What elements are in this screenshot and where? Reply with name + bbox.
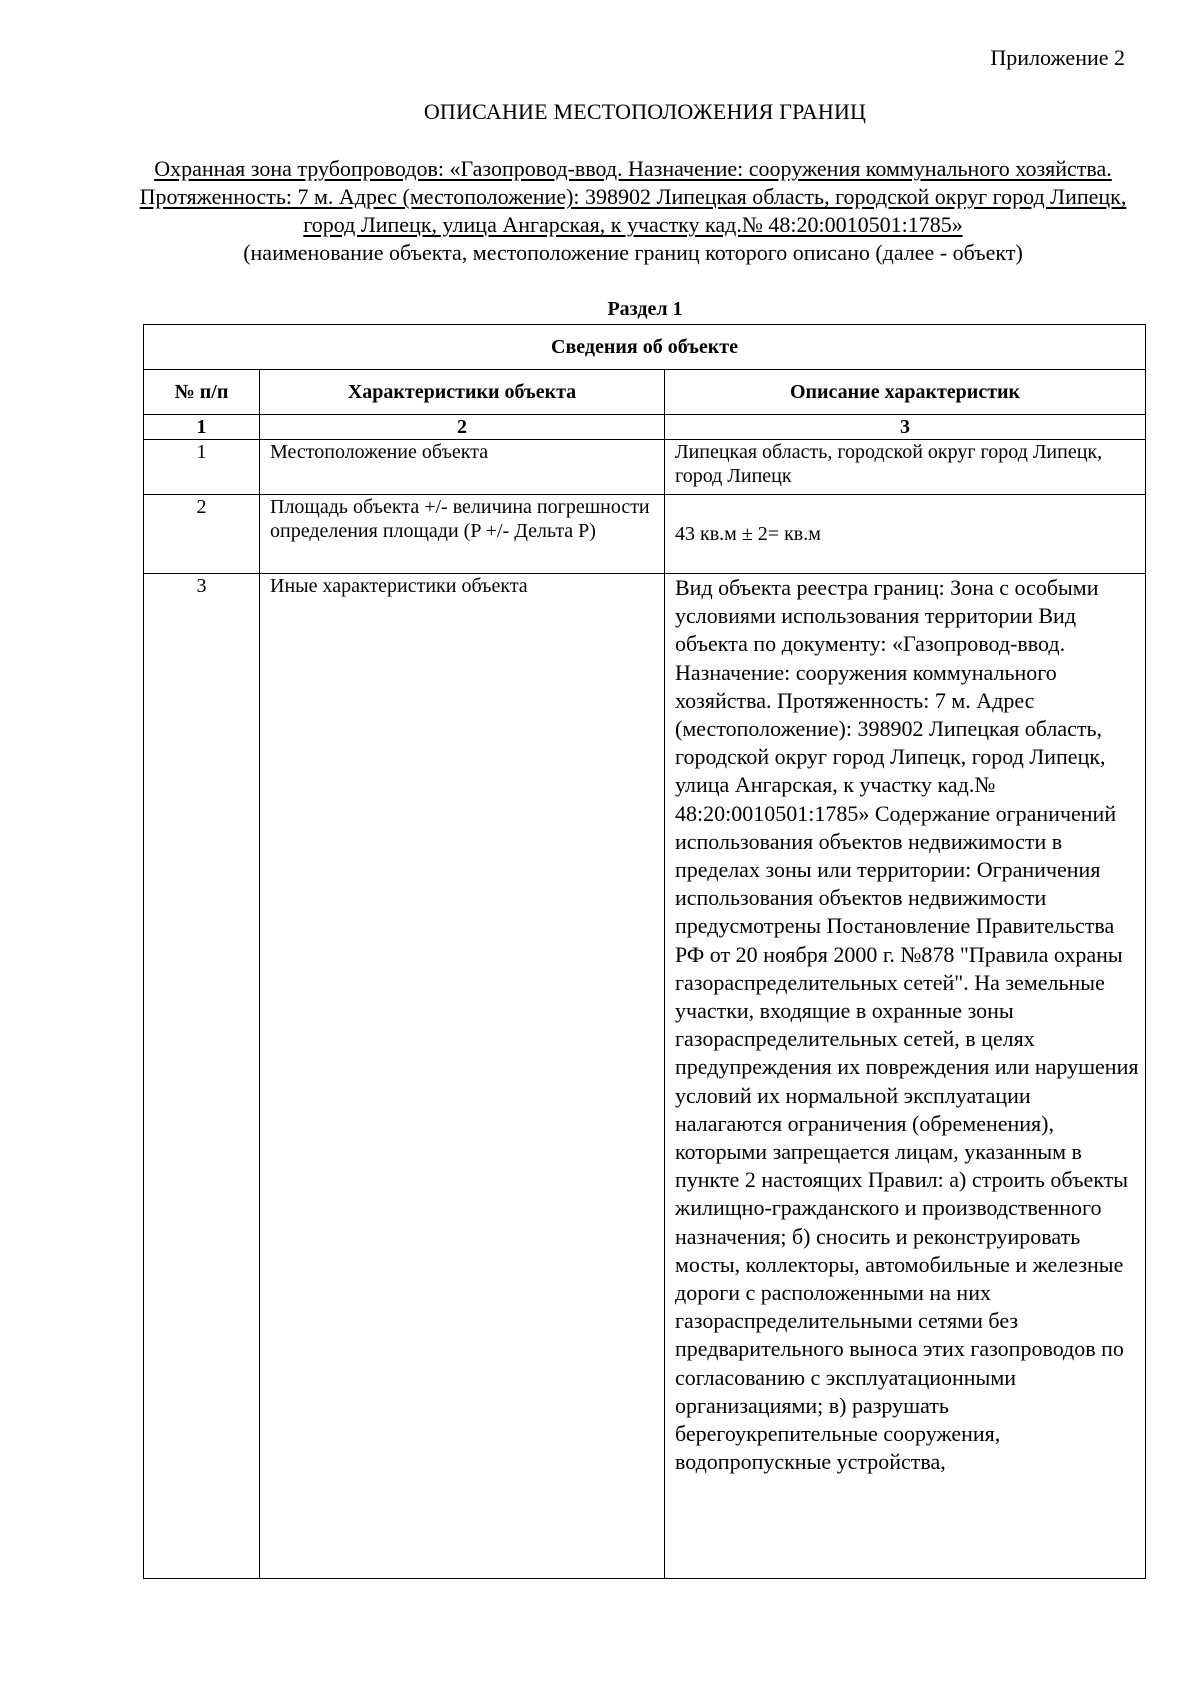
- column-number: 2: [260, 415, 665, 440]
- column-number: 1: [144, 415, 260, 440]
- table-caption-row: [144, 325, 1146, 370]
- row-characteristic: Иные характеристики объекта: [260, 574, 665, 1579]
- object-name: Охранная зона трубопроводов: «Газопровод-ввод. Назначение: сооружения коммунального хозяйства. Протяженность: 7 м. Адрес (местоположение): 398902 Липецкая область, городской округ город Липецк, город Липецк, улица Ангарская, к участку кад.№ 48:20:0010501:1785»: [139, 156, 1127, 237]
- column-header-description: Описание характеристик: [665, 370, 1146, 415]
- document-title: ОПИСАНИЕ МЕСТОПОЛОЖЕНИЯ ГРАНИЦ: [423, 99, 867, 124]
- row-description: 43 кв.м ± 2= кв.м: [665, 495, 1146, 574]
- table-header-row: [144, 370, 1146, 415]
- appendix-label: Приложение 2: [990, 45, 1125, 70]
- table-row: [144, 574, 1146, 1579]
- row-description: Липецкая область, городской округ город Липецк, город Липецк: [665, 440, 1146, 495]
- table-caption: Сведения об объекте: [144, 325, 1146, 370]
- column-header-num: № п/п: [144, 370, 260, 415]
- object-caption: (наименование объекта, местоположение границ которого описано (далее - объект): [243, 240, 1023, 265]
- row-number: 1: [144, 440, 260, 495]
- column-number: 3: [665, 415, 1146, 440]
- column-number-row: [144, 415, 1146, 440]
- object-info-table: [143, 324, 1146, 1579]
- row-characteristic: Местоположение объекта: [260, 440, 665, 495]
- section-title: Раздел 1: [607, 298, 683, 320]
- row-number: 3: [144, 574, 260, 1579]
- row-description: Вид объекта реестра границ: Зона с особыми условиями использования территории Вид объекта по документу: «Газопровод-ввод. Назначение: сооружения коммунального хозяйства. Протяженность: 7 м. Адрес (местоположение): 398902 Липецкая область, городской округ город Липецк, город Липецк, улица Ангарская, к участку кад.№ 48:20:0010501:1785» Содержание ограничений использования объектов недвижимости в пределах зоны или территории: Ограничения использования объектов недвижимости предусмотрены Постановление Правительства РФ от 20 ноября 2000 г. №878 "Правила охраны газораспределительных сетей". На земельные участки, входящие в охранные зоны газораспределительных сетей, в целях предупреждения их повреждения или нарушения условий их нормальной эксплуатации налагаются ограничения (обременения), которыми запрещается лицам, указанным в пункте 2 настоящих Правил: а) строить объекты жилищно-гражданского и производственного назначения; б) сносить и реконструировать мосты, коллекторы, автомобильные и железные дороги с расположенными на них газораспределительными сетями без предварительного выноса этих газопроводов по согласованию с эксплуатационными организациями; в) разрушать берегоукрепительные сооружения, водопропускные устройства,: [665, 574, 1146, 1579]
- row-characteristic: Площадь объекта +/- величина погрешности определения площади (P +/- Дельта P): [260, 495, 665, 574]
- object-description-block: [133, 155, 1133, 267]
- table-row: [144, 495, 1146, 574]
- column-header-characteristic: Характеристики объекта: [260, 370, 665, 415]
- row-number: 2: [144, 495, 260, 574]
- table-row: [144, 440, 1146, 495]
